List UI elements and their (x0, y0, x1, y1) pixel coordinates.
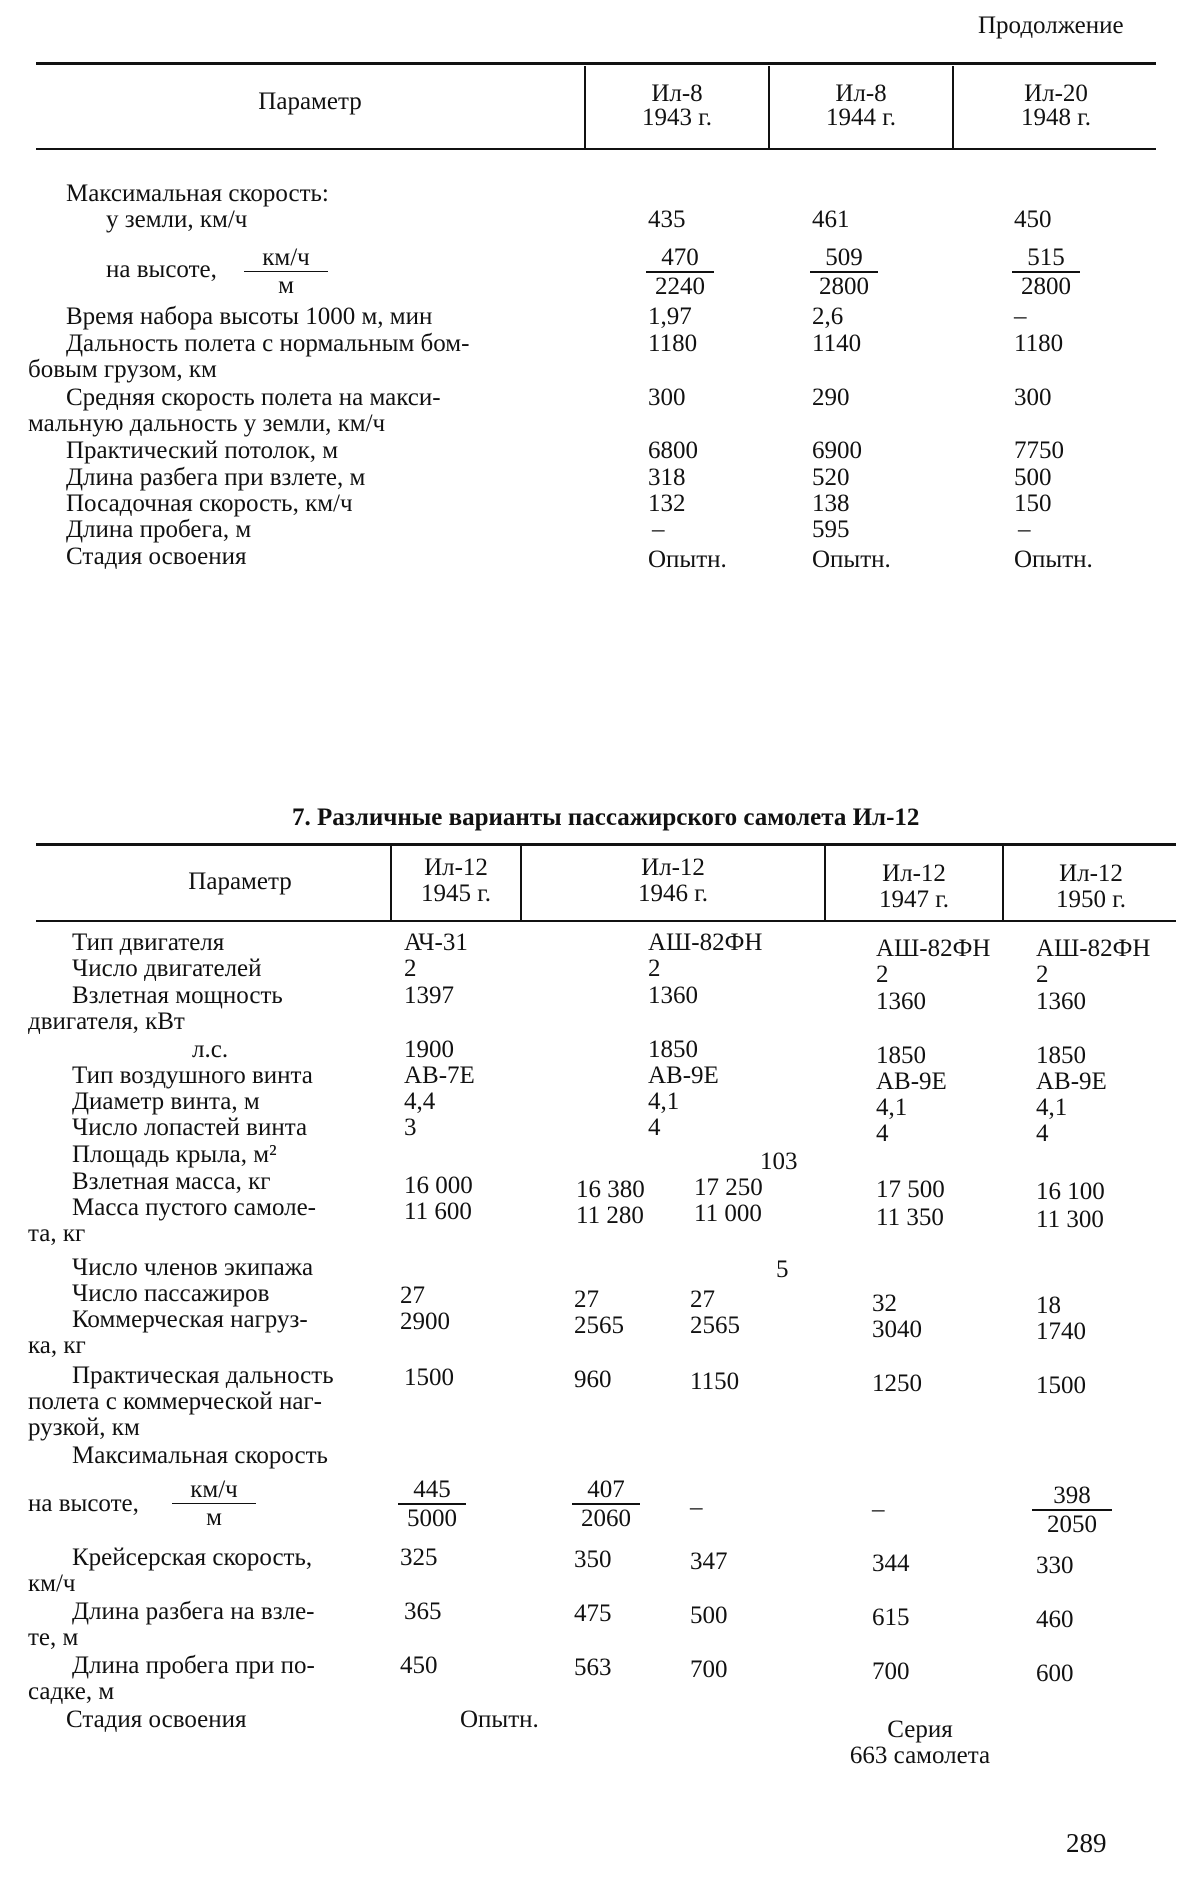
cell-value: 11 280 (576, 1202, 644, 1229)
cell-value: 500 (690, 1602, 728, 1629)
table2-header-col1-year: 1945 г. (421, 880, 491, 907)
fraction-numerator: 407 (572, 1476, 640, 1505)
cell-value: – (1018, 516, 1031, 543)
fraction-denominator: 2800 (819, 273, 869, 300)
row-label: Число пассажиров (72, 1280, 270, 1307)
cell-value: 700 (690, 1656, 728, 1683)
row-label: Максимальная скорость (72, 1442, 328, 1469)
cell-value: 1740 (1036, 1318, 1086, 1345)
row-label-cont: бовым грузом, км (28, 356, 217, 383)
table1-header-col1-model: Ил-8 (651, 80, 703, 107)
row-label: Масса пустого самоле- (72, 1194, 317, 1221)
table1-header-col2-model: Ил-8 (835, 80, 887, 107)
cell-value: 3 (404, 1114, 417, 1141)
cell-value: 1900 (404, 1036, 454, 1063)
row-label: Дальность полета с нормальным бом- (66, 330, 470, 357)
cell-value: 1140 (812, 330, 862, 357)
cell-value: 18 (1036, 1292, 1061, 1319)
cell-value: 2,6 (812, 303, 844, 330)
cell-value: 4 (1036, 1120, 1049, 1147)
table2-divider (390, 846, 392, 920)
fraction-numerator: 470 (646, 244, 714, 273)
cell-value: 500 (1014, 464, 1052, 491)
cell-value: 344 (872, 1550, 910, 1577)
row-label: Максимальная скорость: (66, 180, 329, 207)
cell-value: 17 500 (876, 1176, 945, 1203)
cell-value: 2900 (400, 1308, 450, 1335)
row-label: Тип воздушного винта (72, 1062, 313, 1089)
fraction-value (572, 1476, 640, 1532)
cell-value: 290 (812, 384, 850, 411)
row-label-cont: та, кг (28, 1220, 86, 1247)
cell-value: 1180 (1014, 330, 1064, 357)
fraction-value (810, 244, 878, 300)
row-label: Практический потолок, м (66, 437, 339, 464)
cell-value: Опытн. (812, 546, 891, 573)
fraction-denominator: 2240 (655, 273, 705, 300)
cell-value: 1850 (876, 1042, 926, 1069)
table2-header-col4-model: Ил-12 (1059, 860, 1123, 887)
row-label: Взлетная мощность (72, 982, 283, 1009)
cell-value: 347 (690, 1548, 728, 1575)
row-label: Стадия освоения (66, 543, 247, 570)
cell-value: 7750 (1014, 437, 1064, 464)
table1-divider (768, 66, 770, 148)
cell-value: 1850 (1036, 1042, 1086, 1069)
fraction-denominator: 5000 (407, 1505, 457, 1532)
table1-header-param: Параметр (258, 88, 362, 115)
cell-value: АВ-9Е (1036, 1068, 1107, 1095)
cell-value: 16 380 (576, 1176, 645, 1203)
row-label: Длина разбега при взлете, м (66, 464, 366, 491)
row-label: Число двигателей (72, 955, 262, 982)
cell-value: – (1014, 303, 1027, 330)
cell-value: 2 (648, 955, 661, 982)
cell-value: 300 (648, 384, 686, 411)
fraction-numerator: 509 (810, 244, 878, 273)
cell-value: 27 (690, 1286, 715, 1313)
cell-value: 2 (404, 955, 417, 982)
cell-value: 1180 (648, 330, 698, 357)
cell-value: 11 300 (1036, 1206, 1104, 1233)
table1-header-col3-model: Ил-20 (1024, 80, 1088, 107)
row-label: л.с. (192, 1036, 229, 1063)
cell-value: 6800 (648, 437, 698, 464)
continuation-label: Продолжение (978, 12, 1124, 39)
unit-numerator: км/ч (172, 1476, 256, 1504)
cell-value: 1360 (1036, 988, 1086, 1015)
table2-header-col2-model: Ил-12 (641, 854, 705, 881)
table2-header-param: Параметр (188, 868, 292, 895)
row-label: Диаметр винта, м (72, 1088, 260, 1115)
table1-divider (584, 66, 586, 148)
row-label-cont: км/ч (28, 1570, 76, 1597)
cell-value: 2565 (690, 1312, 740, 1339)
unit-fraction (172, 1476, 256, 1531)
cell-value: АВ-7Е (404, 1062, 475, 1089)
cell-value: 1360 (876, 988, 926, 1015)
row-label: Практическая дальность (72, 1362, 334, 1389)
table1-header-col3-year: 1948 г. (1021, 104, 1091, 131)
table1-top-rule (36, 62, 1156, 65)
table2-header-col1-model: Ил-12 (424, 854, 488, 881)
table2-top-rule (36, 843, 1176, 846)
cell-value: 138 (812, 490, 850, 517)
table1-divider (952, 66, 954, 148)
row-label-cont: ка, кг (28, 1332, 86, 1359)
row-label-cont: рузкой, км (28, 1414, 140, 1441)
cell-value: 1150 (690, 1368, 740, 1395)
cell-value: 435 (648, 206, 686, 233)
cell-value: АВ-9Е (648, 1062, 719, 1089)
row-label: Посадочная скорость, км/ч (66, 490, 353, 517)
cell-value: 4 (876, 1120, 889, 1147)
fraction-value (1032, 1482, 1112, 1538)
table2-divider (1002, 846, 1004, 920)
cell-value: Серия (887, 1716, 953, 1743)
row-label-cont: на высоте, (28, 1490, 139, 1517)
cell-value: 365 (404, 1598, 442, 1625)
cell-value: 16 100 (1036, 1178, 1105, 1205)
cell-value: 11 600 (404, 1198, 472, 1225)
cell-value: Опытн. (460, 1706, 539, 1733)
cell-value: 11 000 (694, 1200, 762, 1227)
cell-value: 2 (876, 961, 889, 988)
cell-value: – (872, 1496, 885, 1523)
table1-header-rule (36, 148, 1156, 150)
cell-value: 1397 (404, 982, 454, 1009)
cell-value: 960 (574, 1366, 612, 1393)
cell-value: 615 (872, 1604, 910, 1631)
row-label: Длина пробега при по- (72, 1652, 315, 1679)
cell-value: 450 (400, 1652, 438, 1679)
cell-value: 450 (1014, 206, 1052, 233)
row-label-cont: садке, м (28, 1678, 115, 1705)
unit-fraction (244, 244, 328, 299)
cell-value-spanning: 103 (760, 1148, 798, 1175)
cell-value: 700 (872, 1658, 910, 1685)
fraction-numerator: 515 (1012, 244, 1080, 273)
unit-denominator: м (278, 272, 294, 299)
cell-value: 595 (812, 516, 850, 543)
cell-value: 11 350 (876, 1204, 944, 1231)
cell-value: 475 (574, 1600, 612, 1627)
cell-value: 520 (812, 464, 850, 491)
cell-value: 563 (574, 1654, 612, 1681)
row-label: Длина пробега, м (66, 516, 252, 543)
cell-value: 150 (1014, 490, 1052, 517)
cell-value: 32 (872, 1290, 897, 1317)
cell-value: 600 (1036, 1660, 1074, 1687)
cell-value: 2565 (574, 1312, 624, 1339)
table2-divider (520, 846, 522, 920)
fraction-value (398, 1476, 466, 1532)
table1-header-col2-year: 1944 г. (826, 104, 896, 131)
page-number: 289 (1066, 1828, 1107, 1858)
row-label: Стадия освоения (66, 1706, 247, 1733)
cell-value: АШ-82ФН (648, 929, 763, 956)
table1-header-col1-year: 1943 г. (642, 104, 712, 131)
table2-header-rule (36, 920, 1176, 922)
row-label: Взлетная масса, кг (72, 1168, 271, 1195)
cell-value: – (652, 516, 665, 543)
cell-value: 132 (648, 490, 686, 517)
cell-value-spanning: 5 (776, 1256, 789, 1283)
cell-value: АВ-9Е (876, 1068, 947, 1095)
cell-value: 663 самолета (849, 1742, 991, 1769)
cell-value: Опытн. (1014, 546, 1093, 573)
table2-title: 7. Различные варианты пассажирского самолета Ил-12 (292, 804, 920, 831)
cell-value: 27 (400, 1282, 425, 1309)
row-label: Крейсерская скорость, (72, 1544, 313, 1571)
cell-value: 318 (648, 464, 686, 491)
row-label: на высоте, (106, 256, 217, 283)
row-label: Время набора высоты 1000 м, мин (66, 303, 433, 330)
cell-value: 6900 (812, 437, 862, 464)
cell-value: 4,4 (404, 1088, 436, 1115)
unit-numerator: км/ч (244, 244, 328, 272)
cell-value: 1250 (872, 1370, 922, 1397)
cell-value: 4,1 (876, 1094, 908, 1121)
table2-header-col4-year: 1950 г. (1056, 886, 1126, 913)
fraction-denominator: 2800 (1021, 273, 1071, 300)
row-label: у земли, км/ч (106, 206, 248, 233)
table2-divider (824, 846, 826, 920)
cell-value: 1500 (404, 1364, 454, 1391)
row-label-cont: те, м (28, 1624, 79, 1651)
cell-value: 1360 (648, 982, 698, 1009)
row-label: Число лопастей винта (72, 1114, 308, 1141)
cell-value: Опытн. (648, 546, 727, 573)
row-label-cont: полета с коммерческой наг- (28, 1388, 323, 1415)
table2-header-col2-year: 1946 г. (638, 880, 708, 907)
cell-value: 3040 (872, 1316, 922, 1343)
fraction-numerator: 445 (398, 1476, 466, 1505)
fraction-denominator: 2060 (581, 1505, 631, 1532)
cell-value: 460 (1036, 1606, 1074, 1633)
cell-value: 350 (574, 1546, 612, 1573)
cell-value: 330 (1036, 1552, 1074, 1579)
cell-value: АШ-82ФН (876, 935, 991, 962)
cell-value: АШ-82ФН (1036, 935, 1151, 962)
row-label: Тип двигателя (72, 929, 225, 956)
fraction-value (1012, 244, 1080, 300)
cell-value: 300 (1014, 384, 1052, 411)
table2-header-col3-model: Ил-12 (882, 860, 946, 887)
cell-value: – (690, 1494, 703, 1521)
row-label: Средняя скорость полета на макси- (66, 384, 441, 411)
fraction-denominator: 2050 (1047, 1511, 1097, 1538)
cell-value: 325 (400, 1544, 438, 1571)
fraction-value (646, 244, 714, 300)
table2-header-col3-year: 1947 г. (879, 886, 949, 913)
cell-value: 27 (574, 1286, 599, 1313)
cell-value: 1850 (648, 1036, 698, 1063)
row-label: Число членов экипажа (72, 1254, 314, 1281)
row-label-cont: мальную дальность у земли, км/ч (28, 410, 386, 437)
unit-denominator: м (206, 1504, 222, 1531)
row-label: Длина разбега на взле- (72, 1598, 315, 1625)
cell-value: 1,97 (648, 303, 692, 330)
fraction-numerator: 398 (1032, 1482, 1112, 1511)
cell-value: 4,1 (1036, 1094, 1068, 1121)
cell-value: 1500 (1036, 1372, 1086, 1399)
cell-value: 17 250 (694, 1174, 763, 1201)
cell-value: 4,1 (648, 1088, 680, 1115)
cell-value: 461 (812, 206, 850, 233)
cell-value: 4 (648, 1114, 661, 1141)
cell-value: 16 000 (404, 1172, 473, 1199)
row-label-cont: двигателя, кВт (28, 1008, 185, 1035)
row-label: Коммерческая нагруз- (72, 1306, 308, 1333)
row-label: Площадь крыла, м² (72, 1141, 277, 1168)
cell-value: 2 (1036, 961, 1049, 988)
cell-value: АЧ-31 (404, 929, 468, 956)
